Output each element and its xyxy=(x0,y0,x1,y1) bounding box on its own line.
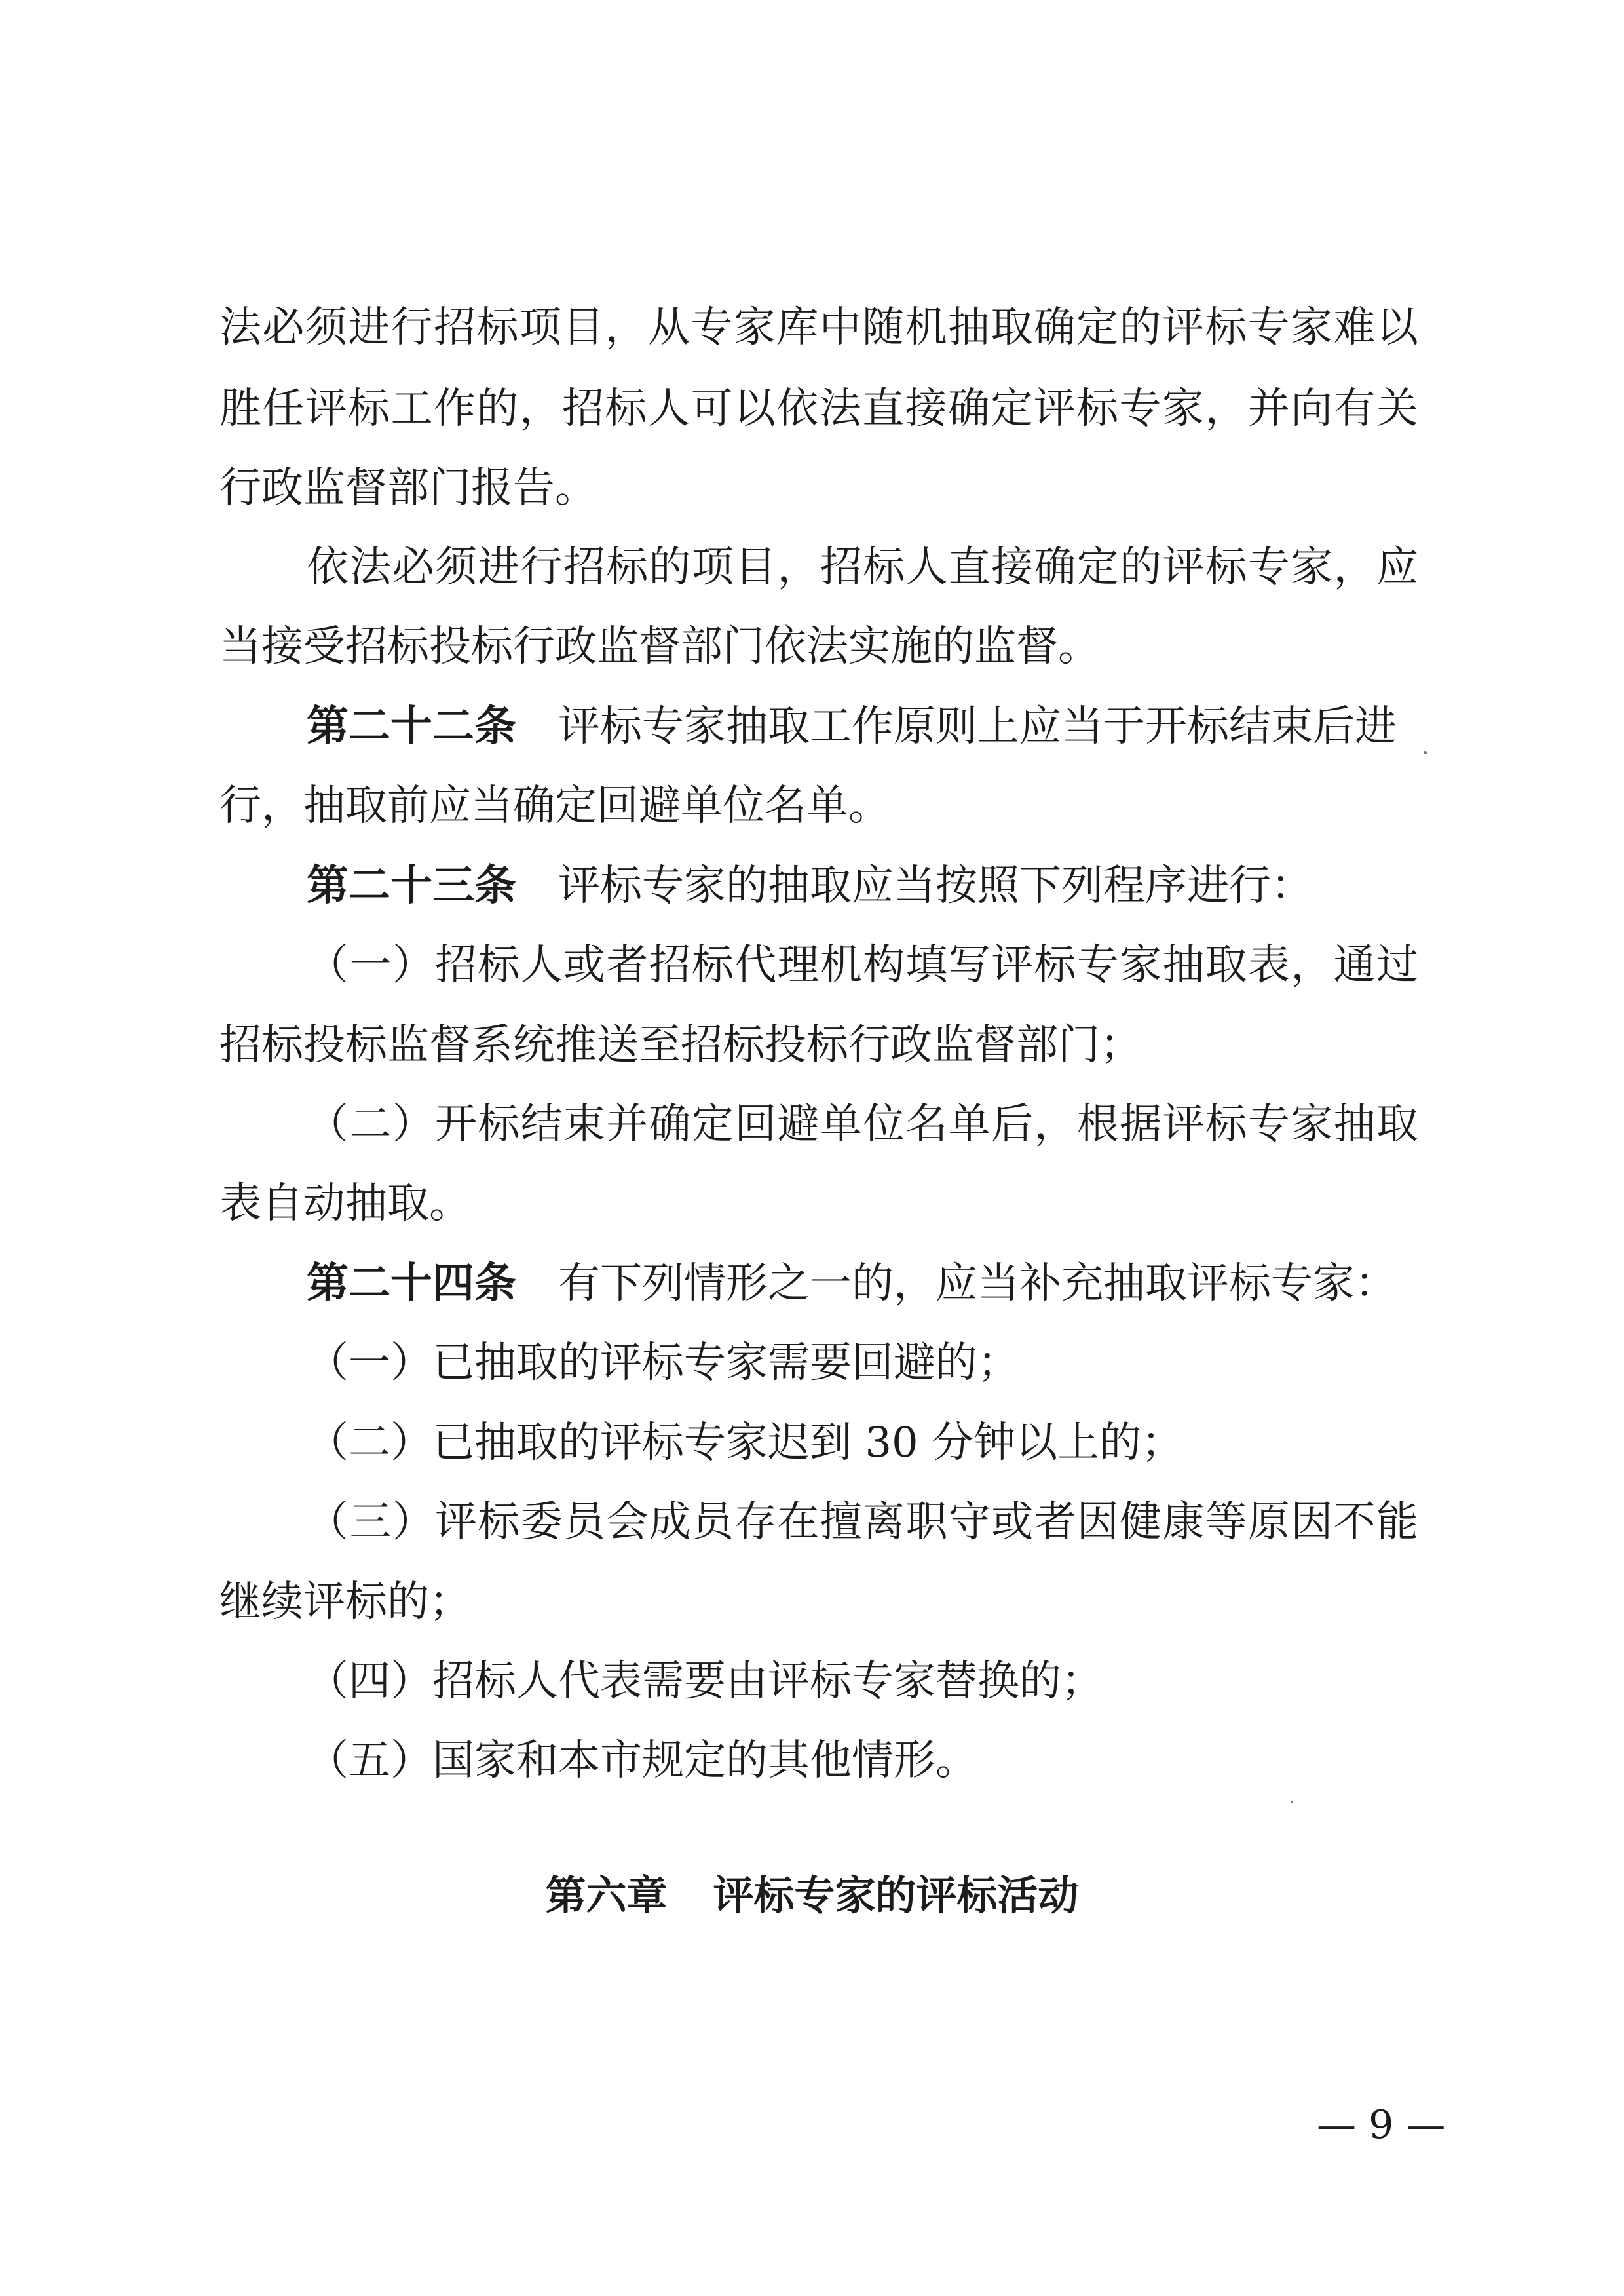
list-item-line: （五）国家和本市规定的其他情形。 xyxy=(307,1736,977,1785)
article-24 xyxy=(307,1257,1397,1310)
chapter-number: 第六章 xyxy=(545,1871,668,1919)
paragraph-line: 依法必须进行招标的项目，招标人直接确定的评标专家，应 xyxy=(307,543,1418,592)
list-item-line: （四）招标人代表需要由评标专家替换的； xyxy=(307,1657,1103,1706)
article-24-text: 有下列情形之一的，应当补充抽取评标专家： xyxy=(558,1259,1397,1308)
chapter-title: 评标专家的评标活动 xyxy=(713,1871,1079,1919)
article-22-title: 第二十二条 xyxy=(307,702,516,751)
article-24-title: 第二十四条 xyxy=(307,1259,516,1308)
page-number: — 9 — xyxy=(1317,2102,1446,2148)
chapter-heading xyxy=(0,1869,1624,1922)
list-item-line: 表自动抽取。 xyxy=(219,1179,471,1228)
list-item-line: （一）已抽取的评标专家需要回避的； xyxy=(307,1339,1019,1387)
article-22 xyxy=(307,700,1397,753)
paragraph-line: 行政监督部门报告。 xyxy=(219,464,597,512)
list-item-line: 招标投标监督系统推送至招标投标行政监督部门； xyxy=(219,1021,1142,1069)
list-item-line: （三）评标委员会成员存在擅离职守或者因健康等原因不能 xyxy=(307,1498,1418,1546)
article-22-text: 评标专家抽取工作原则上应当于开标结束后进 xyxy=(558,702,1397,751)
paragraph-line: 法必须进行招标项目，从专家库中随机抽取确定的评标专家难以 xyxy=(219,303,1418,352)
article-23-text: 评标专家的抽取应当按照下列程序进行： xyxy=(558,862,1313,910)
paragraph-line: 胜任评标工作的，招标人可以依法直接确定评标专家，并向有关 xyxy=(219,385,1418,433)
paragraph-line: 行，抽取前应当确定回避单位名单。 xyxy=(219,782,890,830)
scan-speck xyxy=(1291,1801,1293,1803)
list-item-line: （一）招标人或者招标代理机构填写评标专家抽取表，通过 xyxy=(307,941,1418,989)
list-item-line: （二）已抽取的评标专家迟到 30 分钟以上的； xyxy=(307,1419,1184,1467)
scan-speck xyxy=(1424,751,1427,754)
article-23-title: 第二十三条 xyxy=(307,862,516,910)
article-23 xyxy=(307,860,1313,912)
list-item-line: 继续评标的； xyxy=(219,1578,471,1626)
list-item-line: （二）开标结束并确定回避单位名单后，根据评标专家抽取 xyxy=(307,1100,1418,1149)
paragraph-line: 当接受招标投标行政监督部门依法实施的监督。 xyxy=(219,622,1100,671)
